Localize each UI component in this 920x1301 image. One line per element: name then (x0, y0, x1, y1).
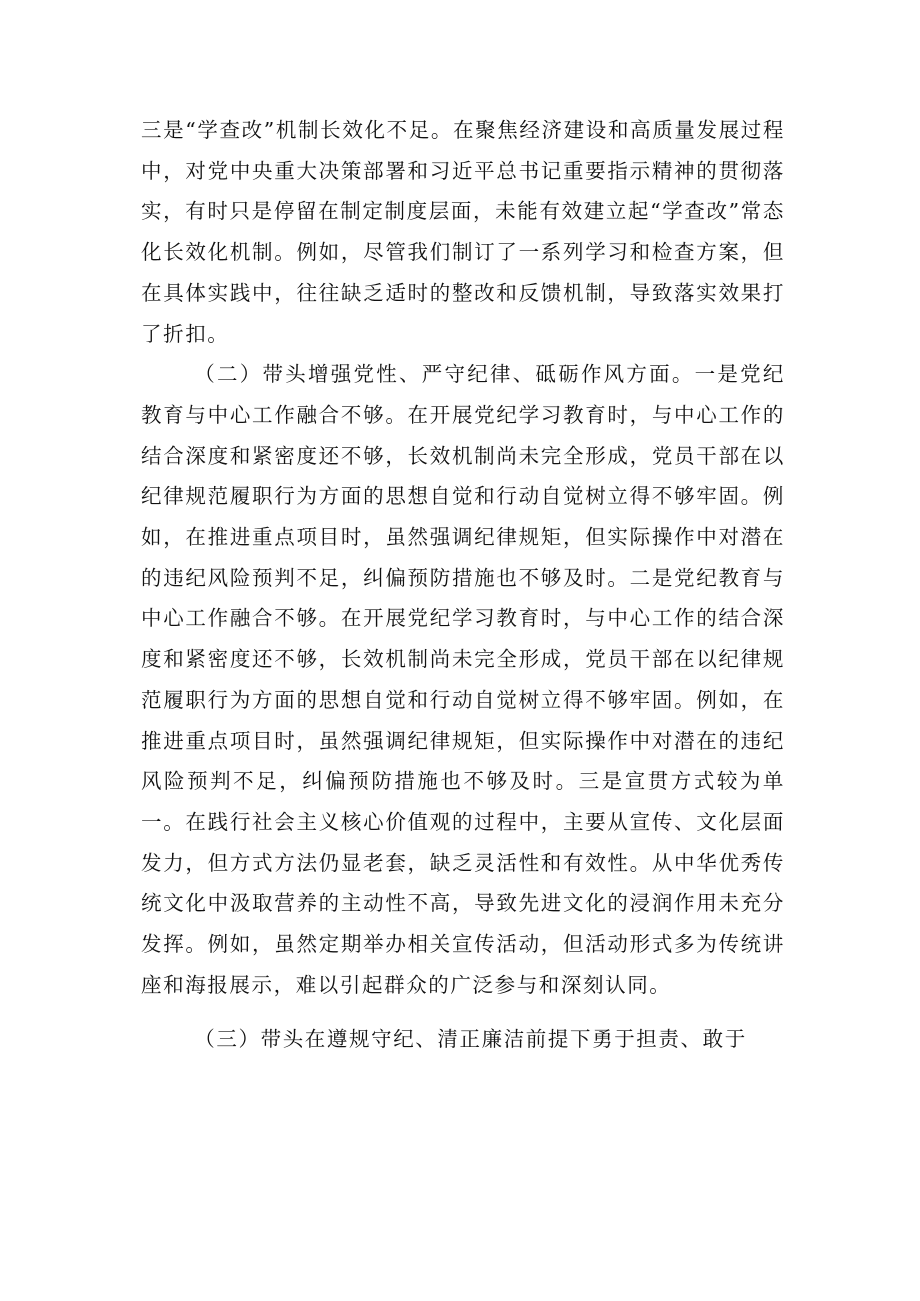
paragraph-mechanism-shortfall: 三是“学查改”机制长效化不足。在聚焦经济建设和高质量发展过程中，对党中央重大决策部署和习近平总书记重要指示精神的贯彻落实，有时只是停留在制定制度层面，未能有效建立起“学查改”常态化长效化机制。例如，尽管我们制订了一系列学习和检查方案，但在具体实践中，往往缺乏适时的整改和反馈机制，导致落实效果打了折扣。 (141, 118, 785, 346)
paragraph-section-three: （三）带头在遵规守纪、清正廉洁前提下勇于担责、敢于 (194, 1027, 747, 1052)
document-body (141, 110, 785, 1060)
paragraph-section-two: （二）带头增强党性、严守纪律、砥砺作风方面。一是党纪教育与中心工作融合不够。在开展党纪学习教育时，与中心工作的结合深度和紧密度还不够，长效机制尚未完全形成，党员干部在以纪律规范履职行为方面的思想自觉和行动自觉树立得不够牢固。例如，在推进重点项目时，虽然强调纪律规矩，但实际操作中对潜在的违纪风险预判不足，纠偏预防措施也不够及时。二是党纪教育与中心工作融合不够。在开展党纪学习教育时，与中心工作的结合深度和紧密度还不够，长效机制尚未完全形成，党员干部在以纪律规范履职行为方面的思想自觉和行动自觉树立得不够牢固。例如，在推进重点项目时，虽然强调纪律规矩，但实际操作中对潜在的违纪风险预判不足，纠偏预防措施也不够及时。三是宣贯方式较为单一。在践行社会主义核心价值观的过程中，主要从宣传、文化层面发力，但方式方法仍显老套，缺乏灵活性和有效性。从中华优秀传统文化中汲取营养的主动性不高，导致先进文化的浸润作用未充分发挥。例如，虽然定期举办相关宣传活动，但活动形式多为传统讲座和海报展示，难以引起群众的广泛参与和深刻认同。 (141, 362, 785, 997)
